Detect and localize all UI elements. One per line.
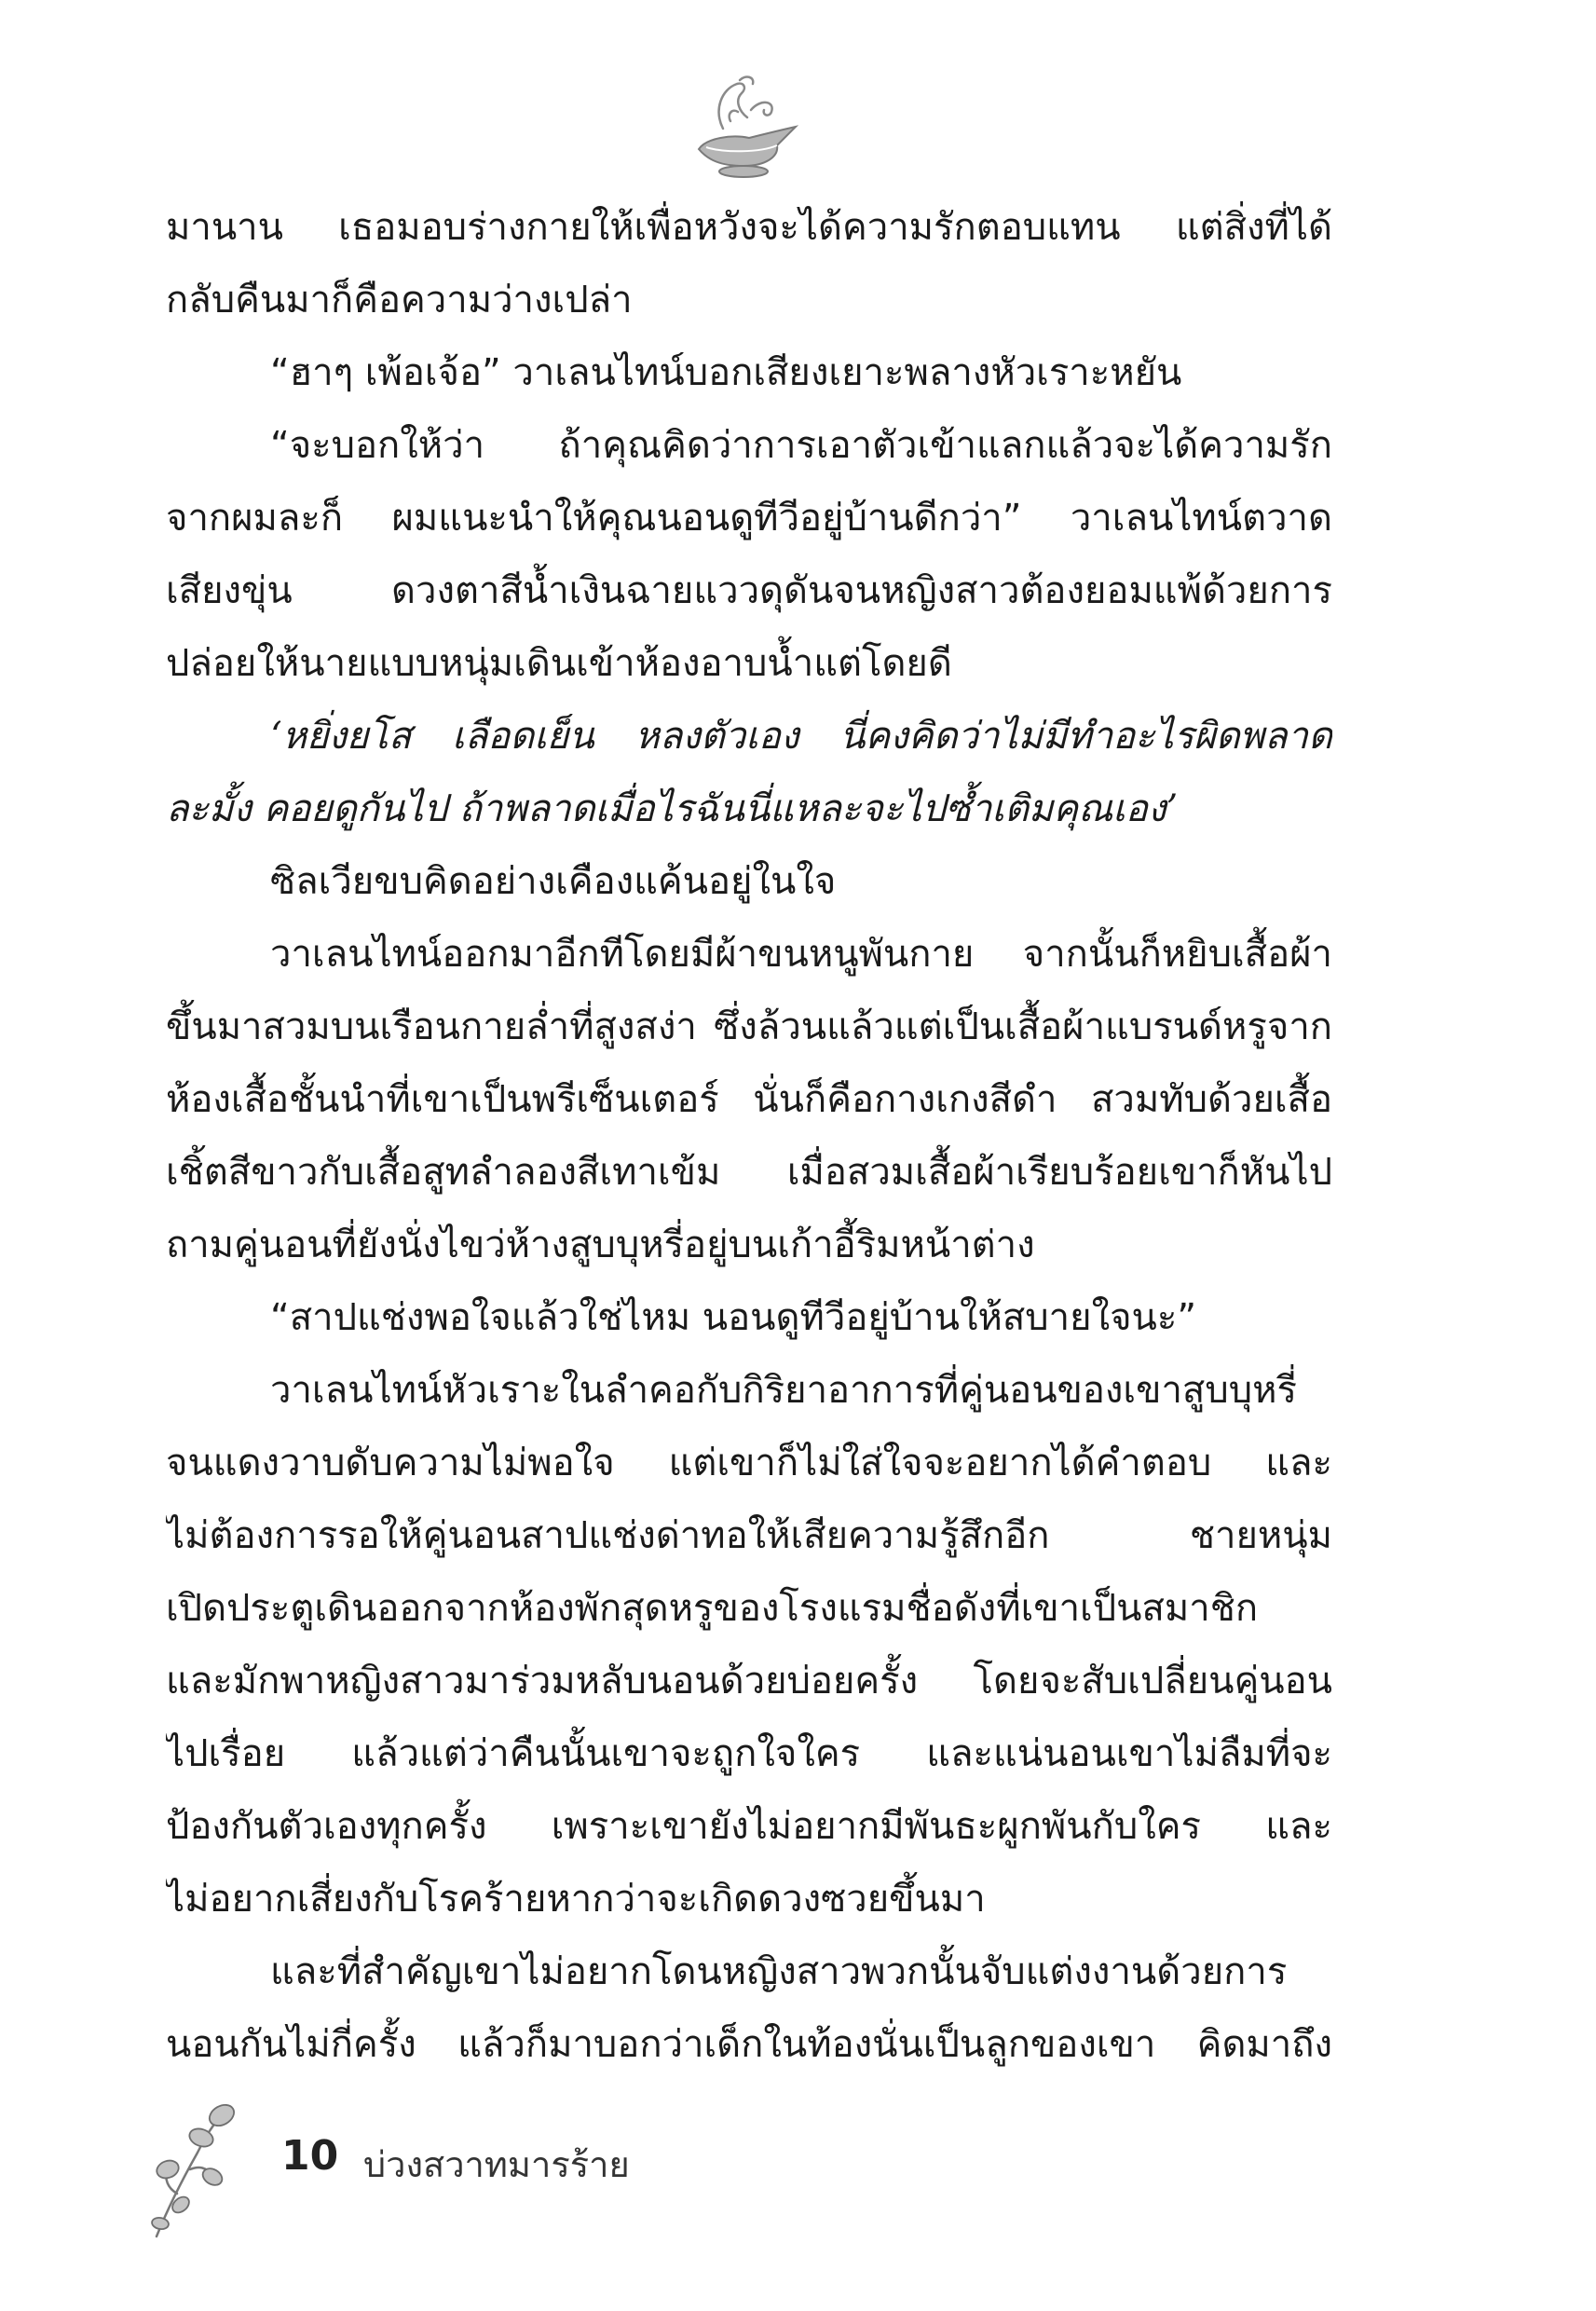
text-line: ปล่อยให้นายแบบหนุ่มเดินเข้าห้องอาบน้ำแต่โดยดี (166, 642, 952, 685)
text-line: เปิดประตูเดินออกจากห้องพักสุดหรูของโรงแรมชื่อดังที่เขาเป็นสมาชิก (166, 1587, 1259, 1630)
text-line: ขึ้นมาสวมบนเรือนกายล่ำที่สูงสง่า ซึ่งล้วนแล้วแต่เป็นเสื้อผ้าแบรนด์หรูจาก (166, 1005, 1332, 1048)
text-line: กลับคืนมาก็คือความว่างเปล่า (166, 279, 633, 321)
text-line: และที่สำคัญเขาไม่อยากโดนหญิงสาวพวกนั้นจับแต่งงานด้วยการ (270, 1950, 1288, 1993)
text-line: ‘หยิ่งยโส เลือดเย็น หลงตัวเอง นี่คงคิดว่าไม่มีทำอะไรผิดพลาด (270, 715, 1332, 758)
text-line: วาเลนไทน์หัวเราะในลำคอกับกิริยาอาการที่คู่นอนของเขาสูบบุหรี่ (270, 1369, 1297, 1412)
text-line: วาเลนไทน์ออกมาอีกทีโดยมีผ้าขนหนูพันกาย จากนั้นก็หยิบเสื้อผ้า (270, 933, 1332, 976)
text-line: เสียงขุ่น ดวงตาสีน้ำเงินฉายแววดุดันจนหญิงสาวต้องยอมแพ้ด้วยการ (166, 569, 1332, 612)
text-line: เชิ้ตสีขาวกับเสื้อสูทลำลองสีเทาเข้ม เมื่อสวมเสื้อผ้าเรียบร้อยเขาก็หันไป (166, 1151, 1332, 1194)
text-line: ละมั้ง คอยดูกันไป ถ้าพลาดเมื่อไรฉันนี่แหละจะไปซ้ำเติมคุณเอง’ (166, 787, 1179, 830)
text-line: ไปเรื่อย แล้วแต่ว่าคืนนั้นเขาจะถูกใจใคร และแน่นอนเขาไม่ลืมที่จะ (166, 1732, 1332, 1775)
text-line: ไม่ต้องการรอให้คู่นอนสาปแช่งด่าทอให้เสียความรู้สึกอีก ชายหนุ่ม (166, 1514, 1332, 1557)
book-title: บ่วงสวาทมารร้าย (363, 2144, 630, 2185)
text-line: ซิลเวียขบคิดอย่างเคืองแค้นอยู่ในใจ (270, 860, 837, 903)
text-line: ถามคู่นอนที่ยังนั่งไขว่ห้างสูบบุหรี่อยู่บนเก้าอี้ริมหน้าต่าง (166, 1224, 1035, 1266)
text-line: ป้องกันตัวเองทุกครั้ง เพราะเขายังไม่อยากมีพันธะผูกพันกับใคร และ (166, 1805, 1332, 1848)
text-line: นอนกันไม่กี่ครั้ง แล้วก็มาบอกว่าเด็กในท้องนั่นเป็นลูกของเขา คิดมาถึง (166, 2023, 1332, 2066)
text-line: และมักพาหญิงสาวมาร่วมหลับนอนด้วยบ่อยครั้ง โดยจะสับเปลี่ยนคู่นอน (166, 1660, 1332, 1702)
lamp-ornament-icon (686, 73, 807, 183)
text-line: “ฮาๆ เพ้อเจ้อ” วาเลนไทน์บอกเสียงเยาะพลางหัวเราะหยัน (270, 351, 1182, 394)
body-text (166, 191, 1332, 2081)
text-line: ห้องเสื้อชั้นนำที่เขาเป็นพรีเซ็นเตอร์ นั่นก็คือกางเกงสีดำ สวมทับด้วยเสื้อ (166, 1078, 1332, 1121)
text-line: “จะบอกให้ว่า ถ้าคุณคิดว่าการเอาตัวเข้าแลกแล้วจะได้ความรัก (270, 424, 1332, 467)
page-number: 10 (281, 2132, 339, 2180)
text-line: จนแดงวาบดับความไม่พอใจ แต่เขาก็ไม่ใส่ใจจะอยากได้คำตอบ และ (166, 1442, 1332, 1484)
page-footer (140, 2097, 885, 2246)
text-line: มานาน เธอมอบร่างกายให้เพื่อหวังจะได้ความรักตอบแทน แต่สิ่งที่ได้ (166, 206, 1332, 249)
flower-branch-icon (140, 2097, 242, 2246)
text-line: จากผมละก็ ผมแนะนำให้คุณนอนดูทีวีอยู่บ้านดีกว่า” วาเลนไทน์ตวาด (166, 497, 1332, 540)
text-line: ไม่อยากเสี่ยงกับโรคร้ายหากว่าจะเกิดดวงซวยขึ้นมา (166, 1878, 986, 1921)
text-line: “สาปแช่งพอใจแล้วใช่ไหม นอนดูทีวีอยู่บ้านให้สบายใจนะ” (270, 1296, 1197, 1339)
